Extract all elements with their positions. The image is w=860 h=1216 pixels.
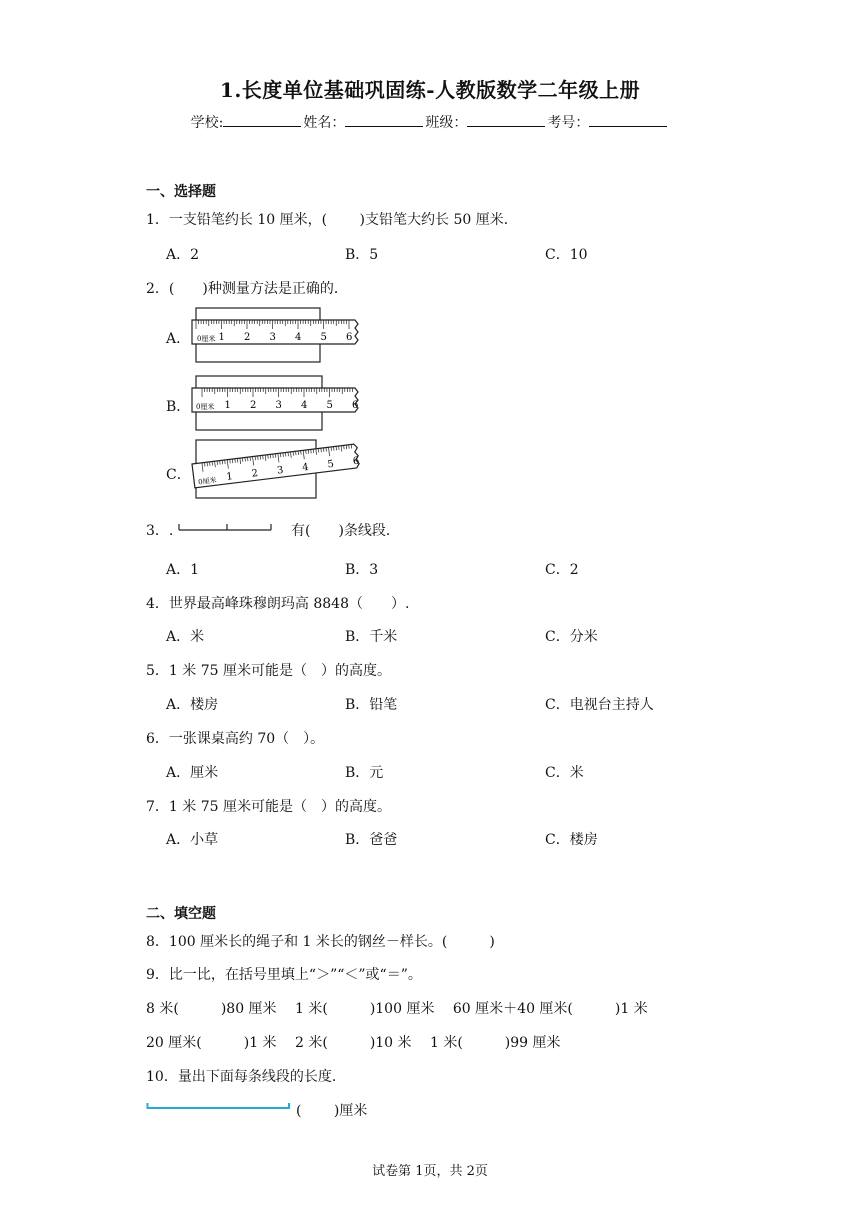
q5-option-a[interactable]: A．楼房 [166,697,219,713]
school-label: 学校: [190,115,224,131]
ruler-unit-label: 0厘米 [196,403,215,411]
ruler-number: 6 [352,400,359,411]
question-3-number: 3．. [146,523,174,539]
ruler [192,320,358,344]
q9-row-1: 8 米( )80 厘米 1 米( )100 厘米 60 厘米＋40 厘米( )1 米 [146,1001,648,1017]
q10-segment [146,1101,292,1113]
ruler [192,388,358,412]
q1-option-c[interactable]: C．10 [545,247,588,263]
ruler-number: 3 [275,400,282,411]
question-3-text: 有( )条线段． [291,523,400,539]
q6-option-c[interactable]: C．米 [545,765,584,781]
exam-number-blank[interactable] [589,114,667,127]
question-7: 7．1 米 75 厘米可能是（ ）的高度。 [146,799,391,815]
question-1: 1．一支铅笔约长 10 厘米，( )支铅笔大约长 50 厘米． [146,212,518,228]
question-5: 5．1 米 75 厘米可能是（ ）的高度。 [146,663,391,679]
ruler-number: 5 [326,400,333,411]
q2-option-b-figure [188,374,363,434]
q4-option-c[interactable]: C．分米 [545,629,598,645]
q9-row-2: 20 厘米( )1 米 2 米( )10 米 1 米( )99 厘米 [146,1035,561,1051]
q6-option-b[interactable]: B．元 [345,765,384,781]
q2-option-c-label[interactable]: C． [166,467,191,483]
q6-option-a[interactable]: A．厘米 [166,765,219,781]
ruler-unit-label: 0厘米 [197,335,216,343]
q3-option-a[interactable]: A．1 [166,562,200,578]
section-heading-choice: 一、选择题 [146,184,216,200]
ruler-number: 2 [251,468,259,480]
ruler-number: 5 [326,458,335,471]
question-10: 10．量出下面每条线段的长度． [146,1069,346,1085]
ruler-number: 3 [276,464,285,477]
question-4: 4．世界最高峰珠穆朗玛高 8848（ ）. [146,596,410,612]
school-blank[interactable] [223,114,301,127]
q1-option-a[interactable]: A．2 [166,247,200,263]
question-6: 6．一张课桌高约 70（ ）。 [146,731,325,747]
q3-segment-figure [176,520,276,534]
ruler-number: 2 [244,332,251,343]
q2-option-b-label[interactable]: B． [166,399,191,415]
question-9: 9．比一比，在括号里填上“＞”“＜”或“＝”。 [146,967,422,983]
section-heading-fill: 二、填空题 [146,906,216,922]
q3-option-b[interactable]: B．3 [345,562,379,578]
question-8: 8．100 厘米长的绳子和 1 米长的钢丝－样长。( ) [146,934,495,950]
q1-option-b[interactable]: B．5 [345,247,379,263]
name-label: 姓名： [303,115,346,131]
q2-option-c-figure [188,436,363,502]
ruler [192,444,360,488]
q2-option-a-label[interactable]: A． [166,331,191,347]
q4-option-b[interactable]: B．千米 [345,629,398,645]
student-info-line [0,112,860,132]
page-footer: 试卷第 1页，共 2页 [372,1164,488,1179]
ruler-number: 4 [295,332,302,343]
q7-option-c[interactable]: C．楼房 [545,832,598,848]
ruler-number: 4 [301,461,310,474]
ruler-number: 3 [269,332,276,343]
ruler-number: 2 [250,400,257,411]
ruler-unit-label: 0厘米 [197,476,218,487]
q2-option-a-figure [188,306,363,366]
ruler-number: 6 [346,332,353,343]
ruler-number: 6 [352,455,360,468]
ruler-number: 1 [224,400,231,411]
class-label: 班级： [425,115,468,131]
q10-answer-blank: ( )厘米 [296,1103,368,1119]
q5-option-c[interactable]: C．电视台主持人 [545,697,654,713]
q7-option-a[interactable]: A．小草 [166,832,219,848]
q7-option-b[interactable]: B．爸爸 [345,832,398,848]
exam-number-label: 考号： [547,115,590,131]
q3-option-c[interactable]: C．2 [545,562,579,578]
class-blank[interactable] [467,114,545,127]
name-blank[interactable] [345,114,423,127]
q4-option-a[interactable]: A．米 [166,629,205,645]
exam-title: 1.长度单位基础巩固练-人教版数学二年级上册 [219,78,641,102]
ruler-number: 1 [225,471,234,483]
q5-option-b[interactable]: B．铅笔 [345,697,398,713]
ruler-number: 4 [301,400,308,411]
ruler-number: 1 [218,332,225,343]
question-2: 2．( )种测量方法是正确的． [146,281,348,297]
ruler-number: 5 [320,332,327,343]
